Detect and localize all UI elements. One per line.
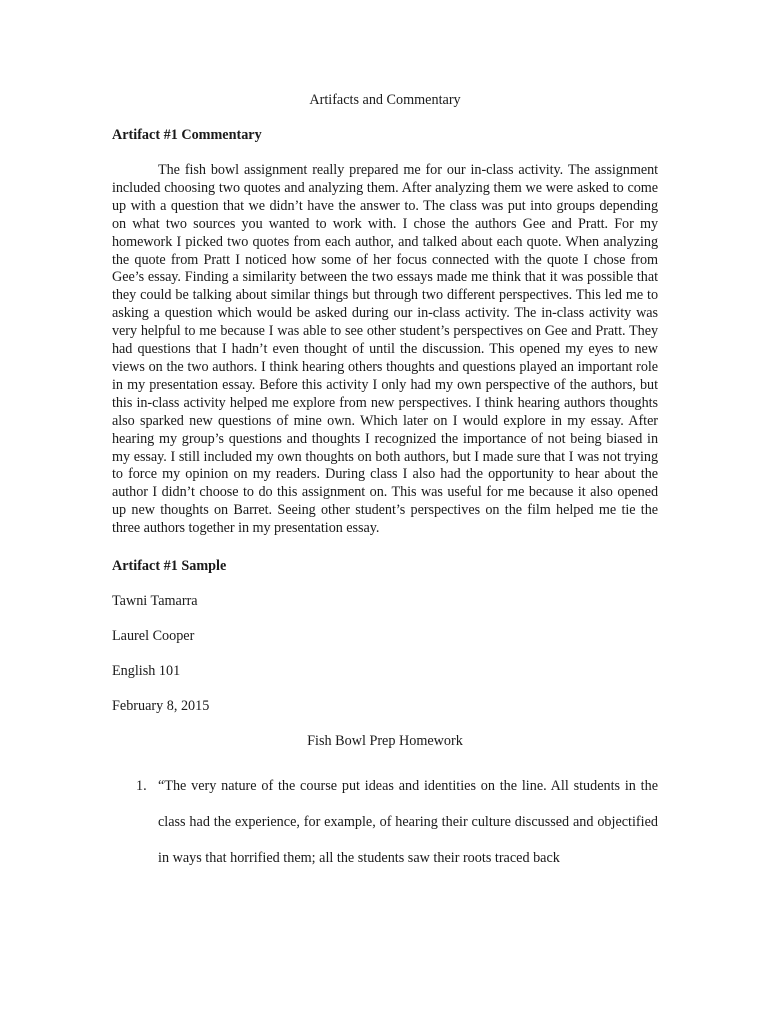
homework-title: Fish Bowl Prep Homework (307, 733, 463, 750)
list-item (136, 768, 658, 876)
list-item-number: 1. (136, 778, 147, 795)
course-name: English 101 (112, 663, 181, 680)
commentary-paragraph: The fish bowl assignment really prepared me for our in-class activity. The assignment included choosing two quotes and analyzing them. After analyzing them we were asked to come up with a question that we didn’t have the answer to. The class was put into groups depending on what two sources you wanted to work with. I chose the authors Gee and Pratt. For my homework I picked two quotes from each author, and talked about each quote. When analyzing the quote from Pratt I noticed how some of her focus connected with the quote I chose from Gee’s essay. Finding a similarity between the two essays made me think that it was possible that they could be talking about similar things but through two different perspectives. This led me to asking a question which would be asked during our in-class activity. The in-class activity was very helpful to me because I was able to see other student’s perspectives on Gee and Pratt. They had questions that I hadn’t even thought of until the discussion. This opened my eyes to new views on the two authors. I think hearing others thoughts and questions played an important role in my presentation essay. Before this activity I only had my own perspective of the authors, but this in-class activity helped me explore from new perspectives. I think hearing authors thoughts also sparked new questions of mine own. Which later on I would explore in my essay. After hearing my group’s questions and thoughts I recognized the importance of not being biased in my essay. I still included my own thoughts on both authors, but I made sure that I was not trying to force my opinion on my readers. During class I also had the opportunity to hear about the author I didn’t choose to do this assignment on. This was useful for me because it also opened up new thoughts on Barret. Seeing other student’s perspectives on the film helped me tie the three authors together in my presentation essay. (112, 162, 658, 537)
sample-heading: Artifact #1 Sample (112, 558, 227, 575)
document-date: February 8, 2015 (112, 698, 210, 715)
list-item-text: “The very nature of the course put ideas and identities on the line. All students in the class had the experience, for example, of hearing their culture discussed and objectified in ways that horrified them; all the students saw their roots traced back (158, 778, 658, 867)
document-title: Artifacts and Commentary (309, 92, 461, 108)
instructor-name: Laurel Cooper (112, 628, 195, 645)
student-name: Tawni Tamarra (112, 593, 198, 610)
commentary-heading: Artifact #1 Commentary (112, 127, 262, 143)
